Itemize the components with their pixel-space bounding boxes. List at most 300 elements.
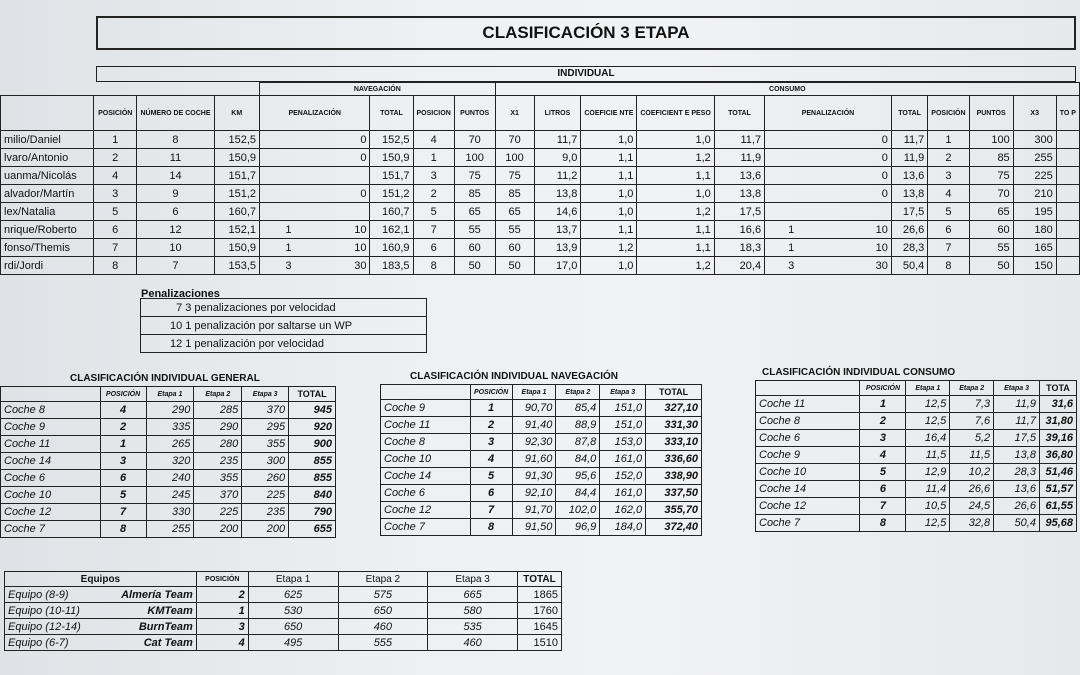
table-cell: 13,8 [534, 185, 581, 203]
table-cell: 32,8 [950, 515, 994, 532]
table-cell: 160,9 [370, 239, 413, 257]
table-cell: 13,8 [891, 185, 927, 203]
penalty-row [141, 335, 427, 353]
car-name: Coche 8 [1, 402, 101, 419]
table-cell: 6 [137, 203, 214, 221]
column-header: X1 [495, 96, 534, 131]
table-cell: 28,3 [994, 464, 1040, 481]
table-cell: 1,2 [637, 149, 714, 167]
table-cell: 495 [248, 635, 338, 651]
stage-row [1, 149, 1080, 167]
table-cell: 65 [969, 203, 1013, 221]
table-cell: 0 [817, 131, 891, 149]
column-header: Etapa 2 [338, 572, 428, 587]
table-cell: 3 [196, 619, 248, 635]
stage-results-table [0, 82, 1080, 275]
table-cell: 255 [1013, 149, 1056, 167]
table-cell: 855 [289, 453, 336, 470]
table-cell: 17,5 [714, 203, 764, 221]
penalty-car: 7 [141, 299, 186, 317]
column-header: Etapa 3 [994, 381, 1040, 396]
table-cell: 70 [454, 131, 495, 149]
table-cell: 1,0 [581, 131, 637, 149]
column-header: POSICIÓN [196, 572, 248, 587]
table-cell: 65 [454, 203, 495, 221]
car-name: Coche 7 [1, 521, 101, 538]
car-name: Coche 9 [1, 419, 101, 436]
table-cell: 75 [495, 167, 534, 185]
general-table [0, 386, 336, 538]
navegacion-table [380, 384, 702, 536]
table-cell: 11,7 [714, 131, 764, 149]
table-cell: 8 [137, 131, 214, 149]
table-cell: 575 [338, 587, 428, 603]
car-name: Coche 14 [756, 481, 860, 498]
table-cell: 151,0 [600, 417, 646, 434]
pilot-name: nrique/Roberto [1, 221, 94, 239]
car-name: Coche 7 [756, 515, 860, 532]
table-cell: 26,6 [950, 481, 994, 498]
table-cell: 95,68 [1039, 515, 1076, 532]
table-cell: 152,5 [214, 131, 260, 149]
general-row [1, 470, 336, 487]
table-cell: 0 [817, 185, 891, 203]
column-header: TOTAL [289, 387, 336, 402]
car-name: Coche 7 [381, 519, 471, 536]
column-header: PUNTOS [969, 96, 1013, 131]
column-header-row [1, 96, 1080, 131]
table-cell: 150,9 [370, 149, 413, 167]
general-row [1, 402, 336, 419]
table-cell: 1,0 [637, 185, 714, 203]
table-cell: 88,9 [556, 417, 600, 434]
table-cell: 665 [428, 587, 518, 603]
table-cell: 12 [137, 221, 214, 239]
general-row [1, 504, 336, 521]
table-cell: 91,50 [512, 519, 556, 536]
table-cell: 60 [454, 239, 495, 257]
table-cell: 1 [260, 221, 317, 239]
column-header: TO P [1056, 96, 1079, 131]
consumo-row [756, 430, 1077, 447]
column-header: COEFICIENT E PESO [637, 96, 714, 131]
table-cell: 65 [495, 203, 534, 221]
table-cell: 1,0 [581, 203, 637, 221]
table-cell: 4 [860, 447, 906, 464]
table-cell [765, 185, 818, 203]
table-cell: 50,4 [891, 257, 927, 275]
table-cell: 16,6 [714, 221, 764, 239]
table-cell: 100 [495, 149, 534, 167]
car-name: Coche 11 [381, 417, 471, 434]
table-cell: 90,70 [512, 400, 556, 417]
table-cell: 24,5 [950, 498, 994, 515]
table-cell: 5,2 [950, 430, 994, 447]
column-header: Equipos [5, 572, 197, 587]
table-cell: 70 [495, 131, 534, 149]
table-cell: 650 [248, 619, 338, 635]
table-cell: 11,5 [950, 447, 994, 464]
table-cell: 92,30 [512, 434, 556, 451]
table-cell: 91,60 [512, 451, 556, 468]
column-header: TOTAL [714, 96, 764, 131]
table-cell: 7,3 [950, 396, 994, 413]
car-name: Coche 12 [1, 504, 101, 521]
table-cell: 55 [495, 221, 534, 239]
table-cell: 300 [1013, 131, 1056, 149]
column-header: POSICION [413, 96, 454, 131]
table-cell: 85 [454, 185, 495, 203]
table-cell: 13,8 [994, 447, 1040, 464]
table-cell [317, 167, 370, 185]
table-cell: 12,5 [906, 515, 950, 532]
table-cell: 161,0 [600, 485, 646, 502]
table-cell [260, 185, 317, 203]
table-cell: 13,8 [714, 185, 764, 203]
table-cell: 460 [428, 635, 518, 651]
penalty-row [141, 317, 427, 335]
stage-row [1, 239, 1080, 257]
table-cell: 153,0 [600, 434, 646, 451]
table-cell: 1,1 [637, 221, 714, 239]
column-header: Etapa 2 [556, 385, 600, 400]
table-cell: 650 [338, 603, 428, 619]
table-cell: 14 [137, 167, 214, 185]
table-cell: 1 [765, 239, 818, 257]
table-cell: 235 [242, 504, 289, 521]
navegacion-row [381, 434, 702, 451]
table-cell: 151,0 [600, 400, 646, 417]
table-cell: 3 [470, 434, 512, 451]
table-cell: 10 [137, 239, 214, 257]
team-row [5, 587, 562, 603]
column-header: Etapa 2 [950, 381, 994, 396]
stage-row [1, 167, 1080, 185]
table-cell: 153,5 [214, 257, 260, 275]
navegacion-title: CLASIFICACIÓN INDIVIDUAL NAVEGACIÓN [410, 371, 618, 382]
table-cell: 1865 [518, 587, 562, 603]
table-cell: 50,4 [994, 515, 1040, 532]
table-cell: 55 [969, 239, 1013, 257]
general-row [1, 419, 336, 436]
table-cell: 5 [928, 203, 969, 221]
teams-header-row [5, 572, 562, 587]
table-cell: 150 [1013, 257, 1056, 275]
table-cell: 13,7 [534, 221, 581, 239]
table-cell: 3 [100, 453, 146, 470]
column-header: KM [214, 96, 260, 131]
table-cell: 1,2 [637, 203, 714, 221]
table-cell: 4 [94, 167, 137, 185]
column-header: TOTAL [891, 96, 927, 131]
pilot-name: rdi/Jordi [1, 257, 94, 275]
table-cell: 372,40 [646, 519, 702, 536]
table-cell: 20,4 [714, 257, 764, 275]
table-cell: 0 [317, 149, 370, 167]
car-name: Coche 12 [381, 502, 471, 519]
column-header: Etapa 1 [248, 572, 338, 587]
table-cell: 5 [94, 203, 137, 221]
table-cell: 152,1 [214, 221, 260, 239]
table-cell: 17,5 [994, 430, 1040, 447]
table-cell: 10,2 [950, 464, 994, 481]
pilot-name: alvador/Martín [1, 185, 94, 203]
table-cell: 4 [196, 635, 248, 651]
table-cell: 330 [146, 504, 194, 521]
column-header: Etapa 3 [242, 387, 289, 402]
table-cell: 4 [470, 451, 512, 468]
table-cell: 8 [413, 257, 454, 275]
table-cell: 1,1 [581, 149, 637, 167]
table-cell: 4 [100, 402, 146, 419]
general-row [1, 436, 336, 453]
car-name: Coche 12 [756, 498, 860, 515]
table-cell: 1645 [518, 619, 562, 635]
column-header [1, 387, 101, 402]
car-name: Coche 14 [1, 453, 101, 470]
table-cell: 1 [470, 400, 512, 417]
table-cell: 11,9 [714, 149, 764, 167]
table-cell: 240 [146, 470, 194, 487]
table-cell: 580 [428, 603, 518, 619]
table-cell: 290 [146, 402, 194, 419]
column-header: PUNTOS [454, 96, 495, 131]
table-cell: 30 [817, 257, 891, 275]
table-cell: 6 [470, 485, 512, 502]
table-cell: 31,80 [1039, 413, 1076, 430]
table-cell: 7,6 [950, 413, 994, 430]
team-row [5, 603, 562, 619]
table-cell: 8 [94, 257, 137, 275]
table-cell [765, 167, 818, 185]
table-cell: 160,7 [370, 203, 413, 221]
table-cell: 8 [470, 519, 512, 536]
column-header: COEFICIE NTE [581, 96, 637, 131]
team-name: KMTeam [104, 603, 196, 619]
table-cell: 85 [495, 185, 534, 203]
column-header [381, 385, 471, 400]
column-header: POSICIÓN [860, 381, 906, 396]
team-row [5, 619, 562, 635]
table-cell: 2 [928, 149, 969, 167]
table-cell [260, 149, 317, 167]
navegacion-header-row [381, 385, 702, 400]
table-cell: 9,0 [534, 149, 581, 167]
table-cell: 530 [248, 603, 338, 619]
pilot-name: milio/Daniel [1, 131, 94, 149]
column-header: POSICIÓN [928, 96, 969, 131]
navegacion-row [381, 485, 702, 502]
car-name: Coche 8 [756, 413, 860, 430]
table-cell: 91,70 [512, 502, 556, 519]
table-cell: 75 [969, 167, 1013, 185]
table-cell: 2 [860, 413, 906, 430]
table-cell: 17,5 [891, 203, 927, 221]
table-cell: 11,9 [994, 396, 1040, 413]
table-cell: 12,5 [906, 396, 950, 413]
table-cell: 85 [969, 149, 1013, 167]
table-cell: 355,70 [646, 502, 702, 519]
table-cell: 184,0 [600, 519, 646, 536]
table-cell: 11,9 [891, 149, 927, 167]
penalties-table [140, 298, 427, 353]
stage-row [1, 185, 1080, 203]
consumo-row [756, 413, 1077, 430]
column-header: POSICIÓN [100, 387, 146, 402]
table-cell: 162,1 [370, 221, 413, 239]
table-cell [1056, 221, 1079, 239]
table-cell: 96,9 [556, 519, 600, 536]
table-cell: 920 [289, 419, 336, 436]
table-cell: 16,4 [906, 430, 950, 447]
table-cell [260, 167, 317, 185]
table-cell: 235 [194, 453, 242, 470]
table-cell: 95,6 [556, 468, 600, 485]
table-cell: 9 [137, 185, 214, 203]
table-cell: 39,16 [1039, 430, 1076, 447]
table-cell: 1 [196, 603, 248, 619]
table-cell: 3 [260, 257, 317, 275]
table-cell: 7 [860, 498, 906, 515]
table-cell: 100 [454, 149, 495, 167]
table-cell: 1 [94, 131, 137, 149]
table-cell: 11,5 [906, 447, 950, 464]
column-header [1, 96, 94, 131]
consumo-row [756, 498, 1077, 515]
car-name: Coche 14 [381, 468, 471, 485]
table-cell: 260 [242, 470, 289, 487]
table-cell: 151,7 [214, 167, 260, 185]
team-group: Equipo (8-9) [5, 587, 105, 603]
table-cell: 161,0 [600, 451, 646, 468]
column-header: PENALIZACIÓN [765, 96, 892, 131]
table-cell: 0 [317, 185, 370, 203]
penalty-car: 10 [141, 317, 186, 335]
penalty-text: 1 penalización por saltarse un WP [185, 317, 426, 335]
table-cell: 5 [100, 487, 146, 504]
column-header: Etapa 1 [512, 385, 556, 400]
table-cell: 18,3 [714, 239, 764, 257]
table-cell: 70 [969, 185, 1013, 203]
table-cell: 13,6 [891, 167, 927, 185]
table-cell: 210 [1013, 185, 1056, 203]
table-cell: 55 [454, 221, 495, 239]
table-cell: 1,1 [637, 239, 714, 257]
column-header: Etapa 1 [906, 381, 950, 396]
table-cell: 36,80 [1039, 447, 1076, 464]
table-cell: 84,4 [556, 485, 600, 502]
table-cell: 6 [860, 481, 906, 498]
table-cell: 13,6 [994, 481, 1040, 498]
table-cell: 338,90 [646, 468, 702, 485]
table-cell: 0 [317, 131, 370, 149]
table-cell: 151,2 [370, 185, 413, 203]
table-cell: 160,7 [214, 203, 260, 221]
table-cell [1056, 203, 1079, 221]
table-cell [765, 149, 818, 167]
team-row [5, 635, 562, 651]
table-cell: 28,3 [891, 239, 927, 257]
table-cell: 3 [928, 167, 969, 185]
table-cell: 30 [317, 257, 370, 275]
table-cell: 337,50 [646, 485, 702, 502]
table-cell: 85,4 [556, 400, 600, 417]
navegacion-row [381, 451, 702, 468]
table-cell: 790 [289, 504, 336, 521]
car-name: Coche 6 [381, 485, 471, 502]
team-name: BurnTeam [104, 619, 196, 635]
penalty-text: 3 penalizaciones por velocidad [185, 299, 426, 317]
table-cell: 840 [289, 487, 336, 504]
table-cell: 17,0 [534, 257, 581, 275]
car-name: Coche 10 [1, 487, 101, 504]
table-cell: 335 [146, 419, 194, 436]
teams-table [4, 571, 562, 651]
table-cell [1056, 239, 1079, 257]
penalty-car: 12 [141, 335, 186, 353]
table-cell: 555 [338, 635, 428, 651]
table-cell: 84,0 [556, 451, 600, 468]
table-cell: 6 [928, 221, 969, 239]
table-cell: 1 [260, 239, 317, 257]
table-cell: 150,9 [214, 239, 260, 257]
table-cell: 3 [413, 167, 454, 185]
table-cell: 10 [817, 239, 891, 257]
table-cell: 92,10 [512, 485, 556, 502]
table-cell: 625 [248, 587, 338, 603]
table-cell: 1 [928, 131, 969, 149]
navegacion-row [381, 400, 702, 417]
table-cell: 2 [470, 417, 512, 434]
stage-row [1, 221, 1080, 239]
column-header: Etapa 2 [194, 387, 242, 402]
table-cell: 2 [94, 149, 137, 167]
table-cell: 14,6 [534, 203, 581, 221]
table-cell: 10 [317, 239, 370, 257]
table-cell: 7 [94, 239, 137, 257]
car-name: Coche 6 [756, 430, 860, 447]
general-row [1, 487, 336, 504]
table-cell: 255 [146, 521, 194, 538]
table-cell: 2 [100, 419, 146, 436]
car-name: Coche 8 [381, 434, 471, 451]
table-cell [1056, 167, 1079, 185]
pilot-name: lvaro/Antonio [1, 149, 94, 167]
table-cell: 355 [242, 436, 289, 453]
table-cell [260, 203, 317, 221]
car-name: Coche 10 [756, 464, 860, 481]
table-cell: 11,4 [906, 481, 950, 498]
page-title: CLASIFICACIÓN 3 ETAPA [96, 16, 1076, 50]
team-name: Almería Team [104, 587, 196, 603]
table-cell: 2 [196, 587, 248, 603]
table-cell: 1 [860, 396, 906, 413]
table-cell: 320 [146, 453, 194, 470]
table-cell: 1,1 [637, 167, 714, 185]
table-cell: 855 [289, 470, 336, 487]
table-cell: 13,9 [534, 239, 581, 257]
table-cell: 655 [289, 521, 336, 538]
pilot-name: uanma/Nicolás [1, 167, 94, 185]
table-cell: 150,9 [214, 149, 260, 167]
table-cell: 331,30 [646, 417, 702, 434]
table-cell: 280 [194, 436, 242, 453]
column-header: Etapa 3 [600, 385, 646, 400]
car-name: Coche 10 [381, 451, 471, 468]
table-cell: 11,7 [994, 413, 1040, 430]
general-row [1, 521, 336, 538]
table-cell: 50 [969, 257, 1013, 275]
